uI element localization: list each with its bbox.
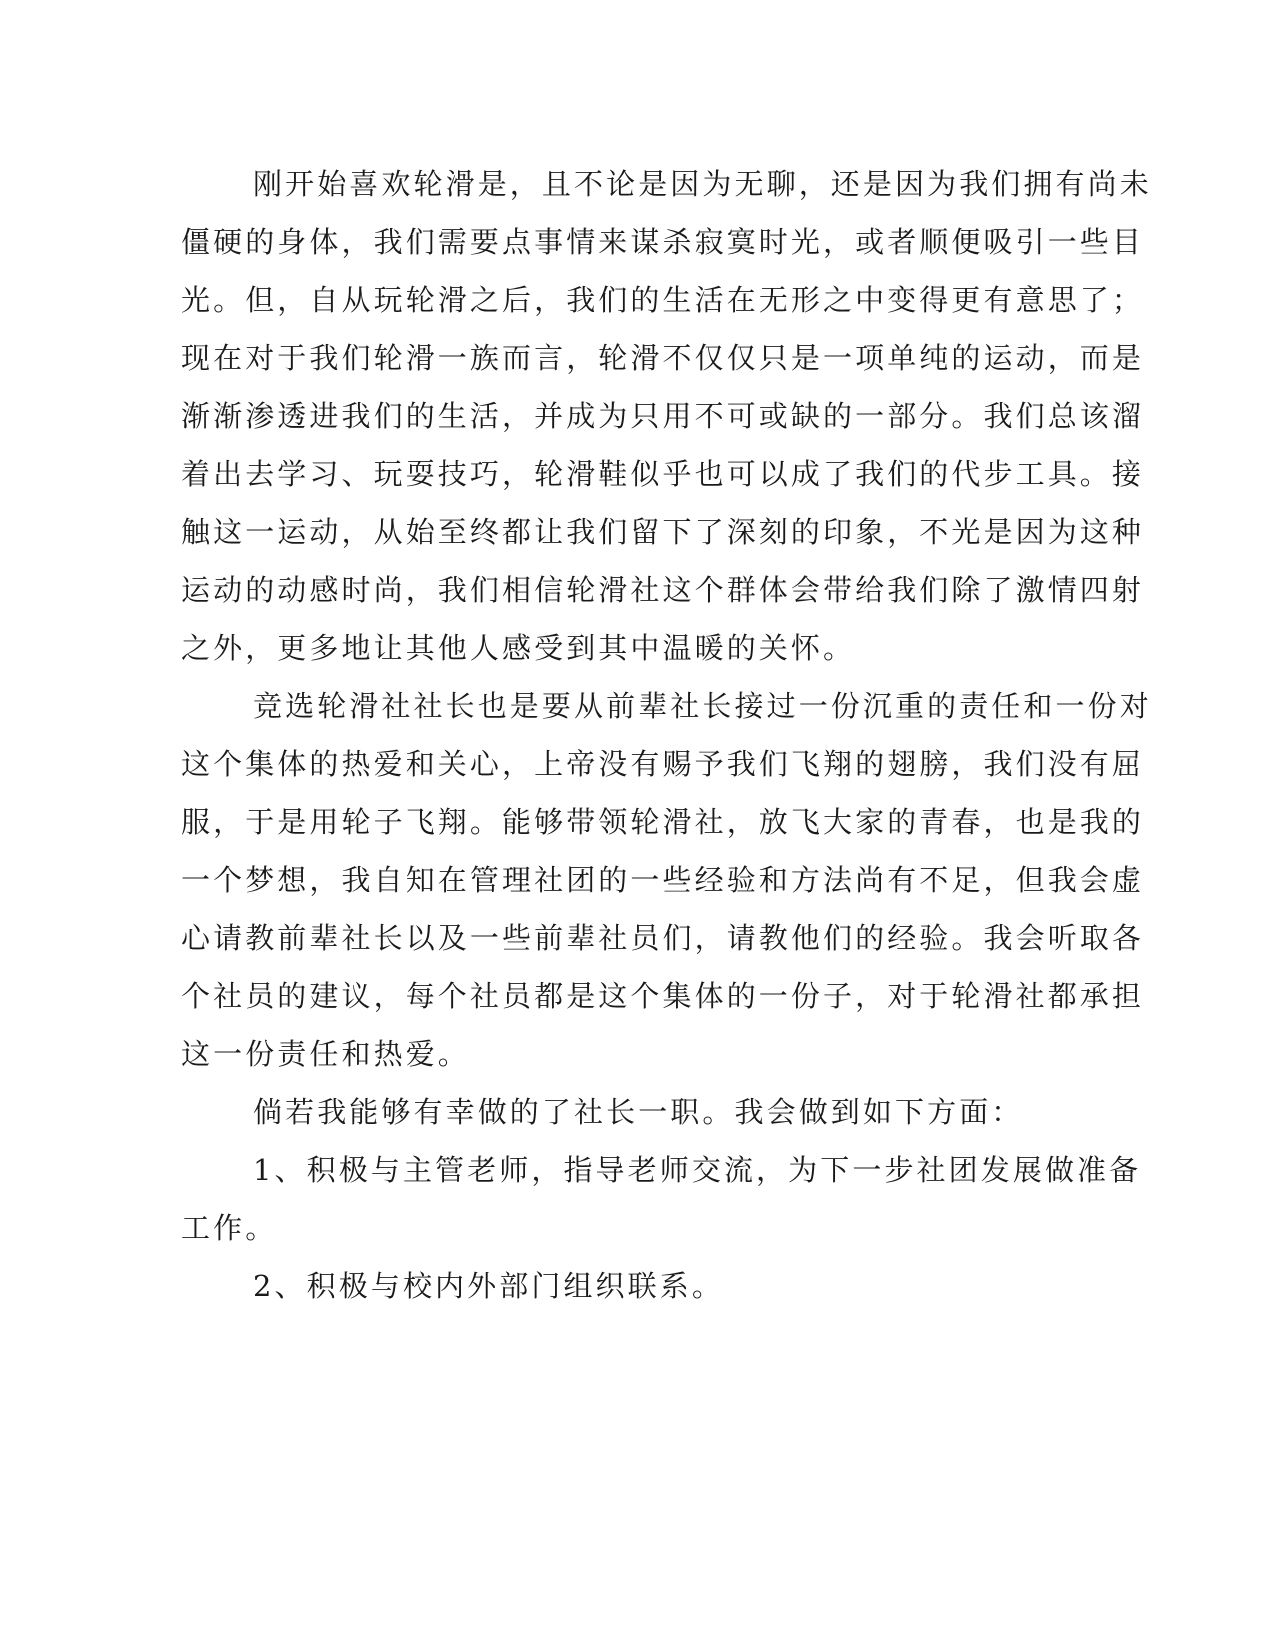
text-line: 个社员的建议，每个社员都是这个集体的一份子，对于轮滑社都承担 xyxy=(181,979,1145,1013)
text-line: 2、积极与校内外部门组织联系。 xyxy=(253,1269,724,1303)
text-line: 渐渐渗透进我们的生活，并成为只用不可或缺的一部分。我们总该溜 xyxy=(181,399,1145,433)
text-line: 工作。 xyxy=(181,1211,278,1245)
text-line: 现在对于我们轮滑一族而言，轮滑不仅仅只是一项单纯的运动，而是 xyxy=(181,341,1145,375)
text-line: 着出去学习、玩耍技巧，轮滑鞋似乎也可以成了我们的代步工具。接 xyxy=(181,457,1145,491)
text-line: 竞选轮滑社社长也是要从前辈社长接过一份沉重的责任和一份对 xyxy=(253,689,1152,723)
text-line: 这个集体的热爱和关心，上帝没有赐予我们飞翔的翅膀，我们没有屈 xyxy=(181,747,1145,781)
text-line: 服，于是用轮子飞翔。能够带领轮滑社，放飞大家的青春，也是我的 xyxy=(181,805,1145,839)
text-line: 这一份责任和热爱。 xyxy=(181,1037,470,1071)
text-line: 运动的动感时尚，我们相信轮滑社这个群体会带给我们除了激情四射 xyxy=(181,573,1145,607)
text-line: 刚开始喜欢轮滑是，且不论是因为无聊，还是因为我们拥有尚未 xyxy=(253,167,1152,201)
text-line: 之外，更多地让其他人感受到其中温暖的关怀。 xyxy=(181,631,856,665)
text-line: 心请教前辈社长以及一些前辈社员们，请教他们的经验。我会听取各 xyxy=(181,921,1145,955)
text-line: 光。但，自从玩轮滑之后，我们的生活在无形之中变得更有意思了； xyxy=(181,283,1145,317)
text-line: 触这一运动，从始至终都让我们留下了深刻的印象，不光是因为这种 xyxy=(181,515,1145,549)
text-line: 僵硬的身体，我们需要点事情来谋杀寂寞时光，或者顺便吸引一些目 xyxy=(181,225,1145,259)
text-line: 一个梦想，我自知在管理社团的一些经验和方法尚有不足，但我会虚 xyxy=(181,863,1145,897)
text-line: 1、积极与主管老师，指导老师交流，为下一步社团发展做准备 xyxy=(253,1153,1142,1187)
text-line: 倘若我能够有幸做的了社长一职。我会做到如下方面： xyxy=(253,1095,1024,1129)
